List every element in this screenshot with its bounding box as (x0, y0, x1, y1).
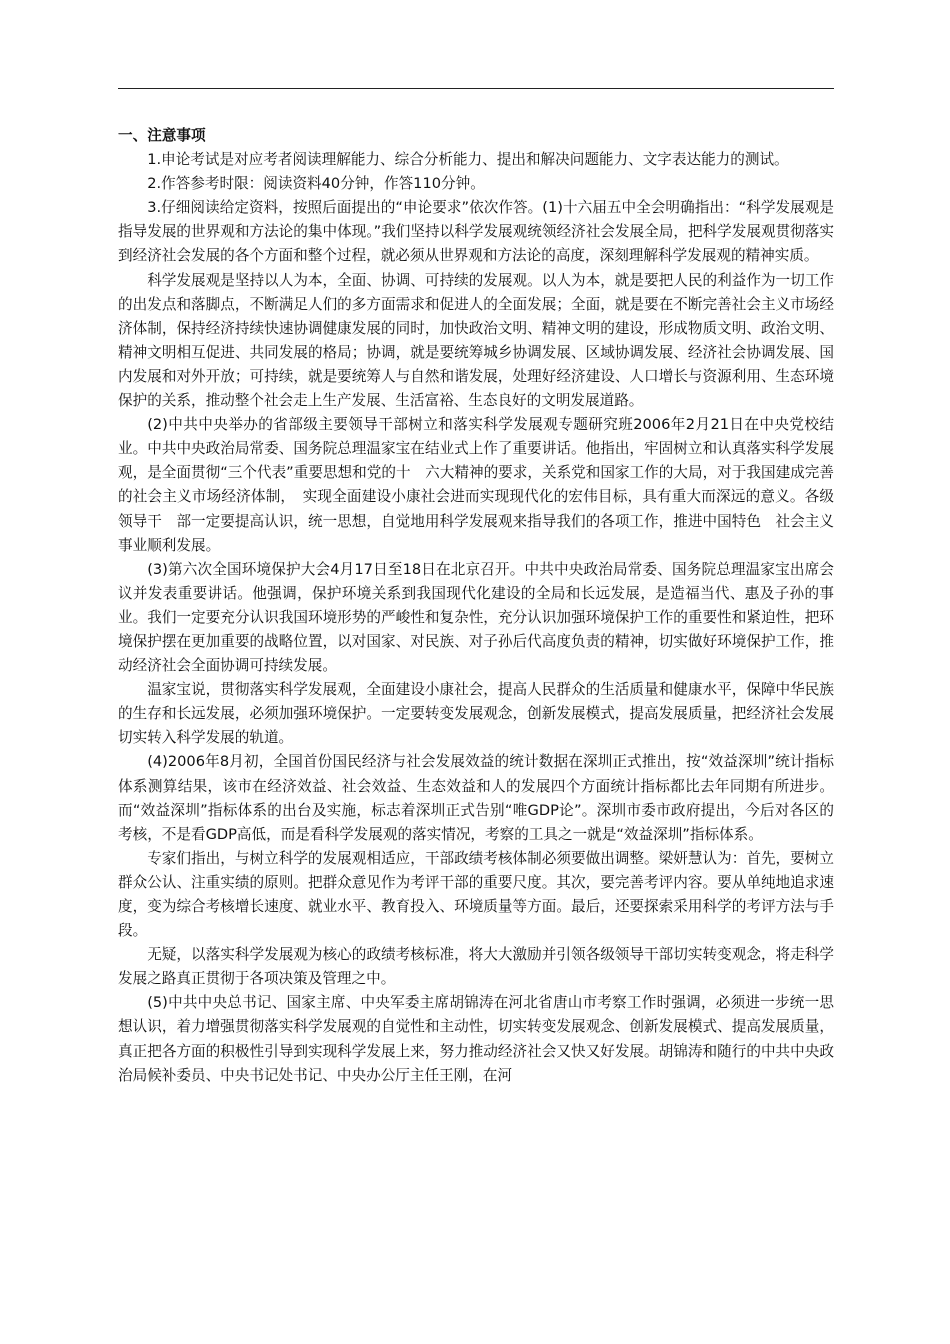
document-body (118, 124, 834, 1088)
paragraph-conclusion: 无疑，以落实科学发展观为核心的政绩考核标准，将大大激励并引领各级领导干部切实转变观念，将走科学发展之路真正贯彻于各项决策及管理之中。 (118, 946, 834, 988)
paragraph-material-1: 3.仔细阅读给定资料，按照后面提出的“申论要求”依次作答。(1)十六届五中全会明确指出：“科学发展观是指导发展的世界观和方法论的集中体现。”我们坚持以科学发展观统领经济社会发展全局，把科学发展观贯彻落实到经济社会发展的各个方面和整个过程，就必须从世界观和方法论的高度，深刻理解科学发展观的精神实质。 (118, 199, 834, 265)
paragraph-environment-protection: 温家宝说，贯彻落实科学发展观，全面建设小康社会，提高人民群众的生活质量和健康水平，保障中华民族的生存和长远发展，必须加强环境保护。一定要转变发展观念，创新发展模式，提高发展质量，把经济社会发展切实转入科学发展的轨道。 (118, 681, 834, 747)
paragraph-expert-opinion: 专家们指出，与树立科学的发展观相适应，干部政绩考核体制必须要做出调整。梁妍慧认为：首先，要树立群众公认、注重实绩的原则。把群众意见作为考评干部的重要尺度。其次，要完善考评内容。要从单纯地追求速度，变为综合考核增长速度、就业水平、教育投入、环境质量等方面。最后，还要探索采用科学的考评方法与手段。 (118, 849, 834, 940)
paragraph-time-limit: 2.作答参考时限：阅读资料40分钟，作答110分钟。 (147, 175, 485, 193)
paragraph-material-3: (3)第六次全国环境保护大会4月17日至18日在北京召开。中共中央政治局常委、国务院总理温家宝出席会议并发表重要讲话。他强调，保护环境关系到我国现代化建设的全局和长远发展，是造福当代、惠及子孙的事业。我们一定要充分认识我国环境形势的严峻性和复杂性，充分认识加强环境保护工作的重要性和紧迫性，把环境保护摆在更加重要的战略位置，以对国家、对民族、对子孙后代高度负责的精神，切实做好环境保护工作，推动经济社会全面协调可持续发展。 (118, 560, 834, 675)
paragraph-exam-purpose: 1.申论考试是对应考者阅读理解能力、综合分析能力、提出和解决问题能力、文字表达能力的测试。 (147, 151, 789, 169)
paragraph-material-4: (4)2006年8月初，全国首份国民经济与社会发展效益的统计数据在深圳正式推出，按“效益深圳”统计指标体系测算结果，该市在经济效益、社会效益、生态效益和人的发展四个方面统计指标都比去年同期有所进步。而“效益深圳”指标体系的出台及实施，标志着深圳正式告别“唯GDP论”。深圳市委市政府提出，今后对各区的考核，不是看GDP高低，而是看科学发展观的落实情况，考察的工具之一就是“效益深圳”指标体系。 (118, 753, 834, 843)
paragraph-material-2: (2)中共中央举办的省部级主要领导干部树立和落实科学发展观专题研究班2006年2月21日在中央党校结业。中共中央政治局常委、国务院总理温家宝在结业式上作了重要讲话。他指出，牢固树立和认真落实科学发展观，是全面贯彻“三个代表”重要思想和党的十 六大精神的要求，关系党和国家工作的大局，对于我国建成完善的社会主义市场经济体制， 实现全面建设小康社会进而实现现代化的宏伟目标，具有重大而深远的意义。各级领导干 部一定要提高认识，统一思想，自觉地用科学发展观来指导我们的各项工作，推进中国特色 社会主义事业顺利发展。 (118, 416, 834, 554)
paragraph-scientific-outlook: 科学发展观是坚持以人为本，全面、协调、可持续的发展观。以人为本，就是要把人民的利益作为一切工作的出发点和落脚点，不断满足人们的多方面需求和促进人的全面发展；全面，就是要在不断完善社会主义市场经济体制，保持经济持续快速协调健康发展的同时，加快政治文明、精神文明的建设，形成物质文明、政治文明、精神文明相互促进、共同发展的格局；协调，就是要统筹城乡协调发展、区域协调发展、经济社会协调发展、国内发展和对外开放；可持续，就是要统筹人与自然和谐发展，处理好经济建设、人口增长与资源利用、生态环境保护的关系，推动整个社会走上生产发展、生活富裕、生态良好的文明发展道路。 (118, 271, 834, 410)
section-heading: 一、注意事项 (118, 127, 206, 144)
header-rule (118, 88, 834, 89)
paragraph-material-5: (5)中共中央总书记、国家主席、中央军委主席胡锦涛在河北省唐山市考察工作时强调，必须进一步统一思想认识，着力增强贯彻落实科学发展观的自觉性和主动性，切实转变发展观念、创新发展模式、提高发展质量，真正把各方面的积极性引导到实现科学发展上来，努力推动经济社会又快又好发展。胡锦涛和随行的中共中央政治局候补委员、中央书记处书记、中央办公厅主任王刚，在河 (118, 994, 834, 1084)
